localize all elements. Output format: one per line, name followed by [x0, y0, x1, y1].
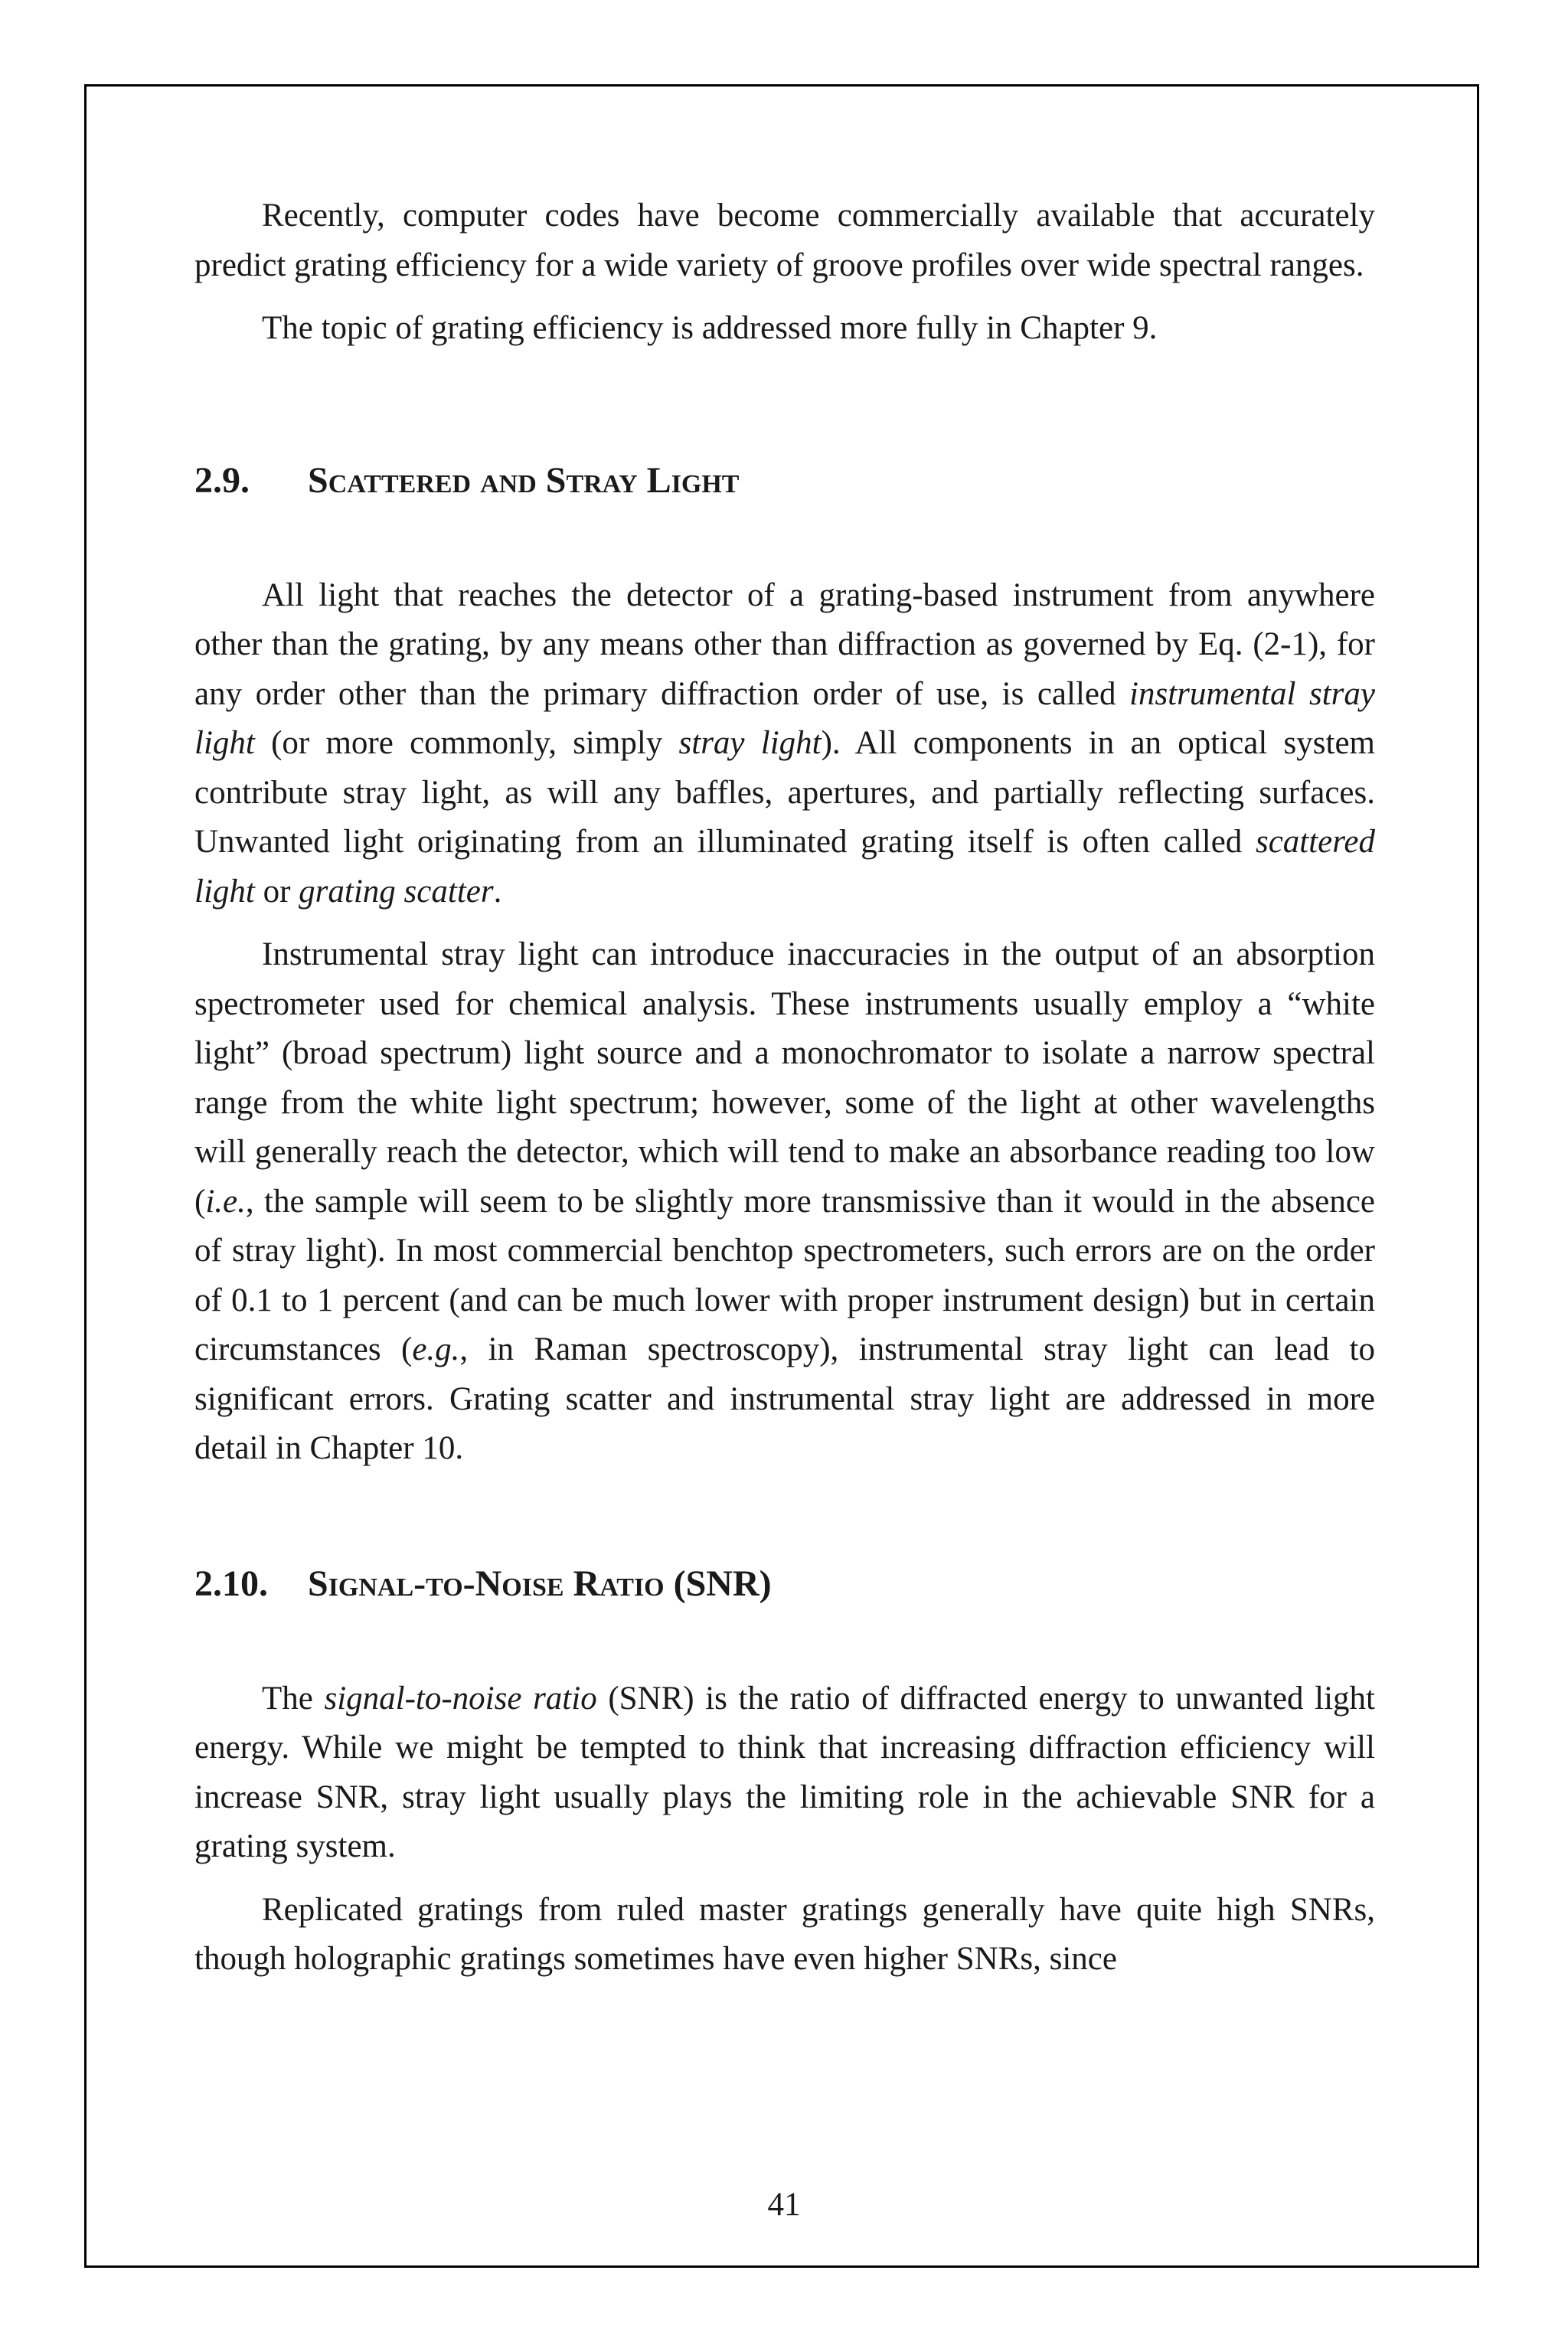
section-2-9-heading [194, 456, 1375, 505]
text-run: The [262, 1680, 325, 1717]
section-2-10-title: Signal-to-Noise Ratio [308, 1563, 665, 1604]
section-2-9-paragraph-2 [194, 930, 1375, 1474]
section-2-9-paragraph-1 [194, 571, 1375, 917]
page-number: 41 [767, 2187, 801, 2223]
text-run: (or more commonly, simply [254, 725, 679, 761]
italic-term-signal-to-noise-ratio: signal-to-noise ratio [324, 1680, 597, 1717]
italic-abbrev-eg: e.g. [412, 1331, 460, 1367]
intro-paragraph-1: Recently, computer codes have become commercially available that accurately predict grating efficiency for a wide variety of groove profiles over wide spectral ranges. [194, 198, 1375, 283]
intro-paragraph-2: The topic of grating efficiency is addressed more fully in Chapter 9. [262, 310, 1158, 346]
section-2-9-number: 2.9. [194, 459, 250, 501]
text-run: , in Raman spectroscopy), instrumental stray light can lead to significant errors. Grating scatter and instrumental stray light are addressed in more detail in Chapter 10. [194, 1331, 1375, 1466]
section-2-10-number: 2.10. [194, 1563, 268, 1604]
italic-term-stray-light: stray light [678, 725, 822, 761]
section-2-10-title-wrap [308, 1560, 772, 1609]
section-2-9-title: Scattered and Stray Light [308, 459, 740, 501]
section-2-10-title-abbrev: (SNR) [673, 1563, 772, 1604]
text-run: (SNR) is the ratio of diffracted energy to unwanted light energy. While we might be tempted to think that increasing diffraction efficiency will increase SNR, stray light usually plays the limiting role in the achievable SNR for a grating system. [194, 1680, 1375, 1864]
italic-term-instrumental-stray-light: instrumental stray light [194, 675, 1375, 761]
text-run: ). All components in an optical system contribute stray light, as will any baffles, apertures, and partially reflecting surfaces. Unwanted light originating from an illuminated grating itself is often called [194, 725, 1376, 860]
italic-term-grating-scatter: grating scatter [299, 873, 494, 910]
section-2-10-heading [194, 1560, 1375, 1609]
text-run: or [254, 873, 299, 910]
page-content [194, 191, 1375, 1984]
section-2-10-paragraph-2: Replicated gratings from ruled master gratings generally have quite high SNRs, though holographic gratings sometimes have even higher SNRs, since [194, 1891, 1375, 1977]
section-2-10-paragraph-1 [194, 1674, 1375, 1872]
text-run: All light that reaches the detector of a grating-based instrument from anywhere other than the grating, by any means other than diffraction as governed by Eq. (2-1), for any order other than the primary diffraction order of use, is called [194, 577, 1375, 712]
italic-abbrev-ie: i.e. [205, 1183, 246, 1220]
text-run: . [493, 873, 502, 910]
italic-term-scattered-light: scattered light [194, 824, 1375, 910]
text-run: Instrumental stray light can introduce inaccuracies in the output of an absorption spectrometer used for chemical analysis. These instruments usually employ a “white light” (broad spectrum) light source and a monochromator to isolate a narrow spectral range from the white light spectrum; however, some of the light at other wavelengths will generally reach the detector, which will tend to make an absorbance reading too low ( [194, 936, 1375, 1220]
text-run: , the sample will seem to be slightly more transmissive than it would in the absence of stray light). In most commercial benchtop spectrometers, such errors are on the order of 0.1 to 1 percent (and can be much lower with proper instrument design) but in certain circumstances ( [194, 1183, 1375, 1367]
